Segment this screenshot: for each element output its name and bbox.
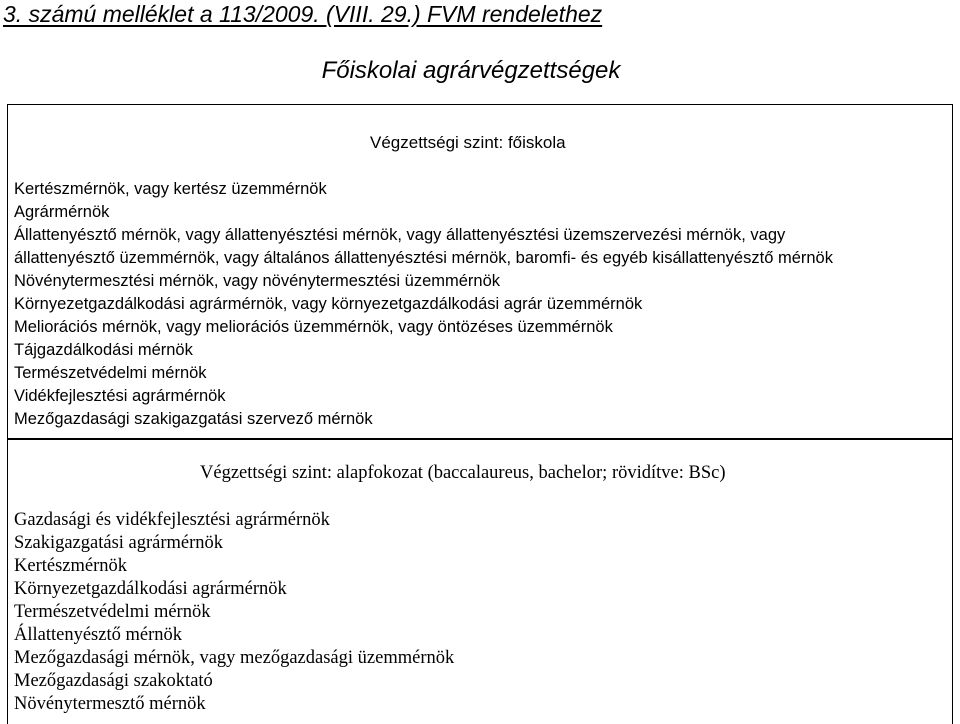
list-item: Környezetgazdálkodási agrármérnök, vagy környezetgazdálkodási agrár üzemmérnök [14, 295, 643, 313]
list-item: Kertészmérnök, vagy kertész üzemmérnök [14, 180, 327, 198]
list-item: Tájgazdálkodási mérnök [14, 341, 193, 359]
list-item: Növénytermesztő mérnök [14, 694, 206, 714]
list-item: Agrármérnök [14, 203, 110, 221]
list-item: Természetvédelmi mérnök [14, 364, 207, 382]
list-item: Környezetgazdálkodási agrármérnök [14, 579, 287, 599]
list-item: Szakigazgatási agrármérnök [14, 533, 224, 553]
college-degree-list [14, 178, 833, 431]
list-item: Növénytermesztési mérnök, vagy növénytermesztési üzemmérnök [14, 272, 501, 290]
list-item: Mezőgazdasági mérnök, vagy mezőgazdasági üzemmérnök [14, 648, 455, 668]
regulation-reference: 3. számú melléklet a 113/2009. (VIII. 29.) FVM rendelethez [3, 1, 603, 27]
college-level-label: Végzettségi szint: főiskola [370, 133, 566, 152]
list-item: Természetvédelmi mérnök [14, 602, 211, 622]
list-item: Vidékfejlesztési agrármérnök [14, 387, 226, 405]
list-item: Kertészmérnök [14, 556, 128, 576]
list-item: állattenyésztő üzemmérnök, vagy általános állattenyésztési mérnök, baromfi- és egyéb kisállattenyésztő mérnök [14, 249, 833, 267]
list-item: Mezőgazdasági szakigazgatási szervező mérnök [14, 410, 373, 428]
list-item: Meliorációs mérnök, vagy meliorációs üzemmérnök, vagy öntözéses üzemmérnök [14, 318, 613, 336]
bsc-degree-list [14, 509, 454, 716]
bsc-level-label: Végzettségi szint: alapfokozat (baccalaureus, bachelor; rövidítve: BSc) [200, 463, 726, 483]
page-title: Főiskolai agrárvégzettségek [321, 57, 621, 84]
list-item: Mezőgazdasági szakoktató [14, 671, 213, 691]
list-item: Állattenyésztő mérnök, vagy állattenyésztési mérnök, vagy állattenyésztési üzemszervezési mérnök, vagy [14, 226, 786, 244]
list-item: Gazdasági és vidékfejlesztési agrármérnök [14, 510, 330, 530]
list-item: Állattenyésztő mérnök [14, 625, 182, 645]
